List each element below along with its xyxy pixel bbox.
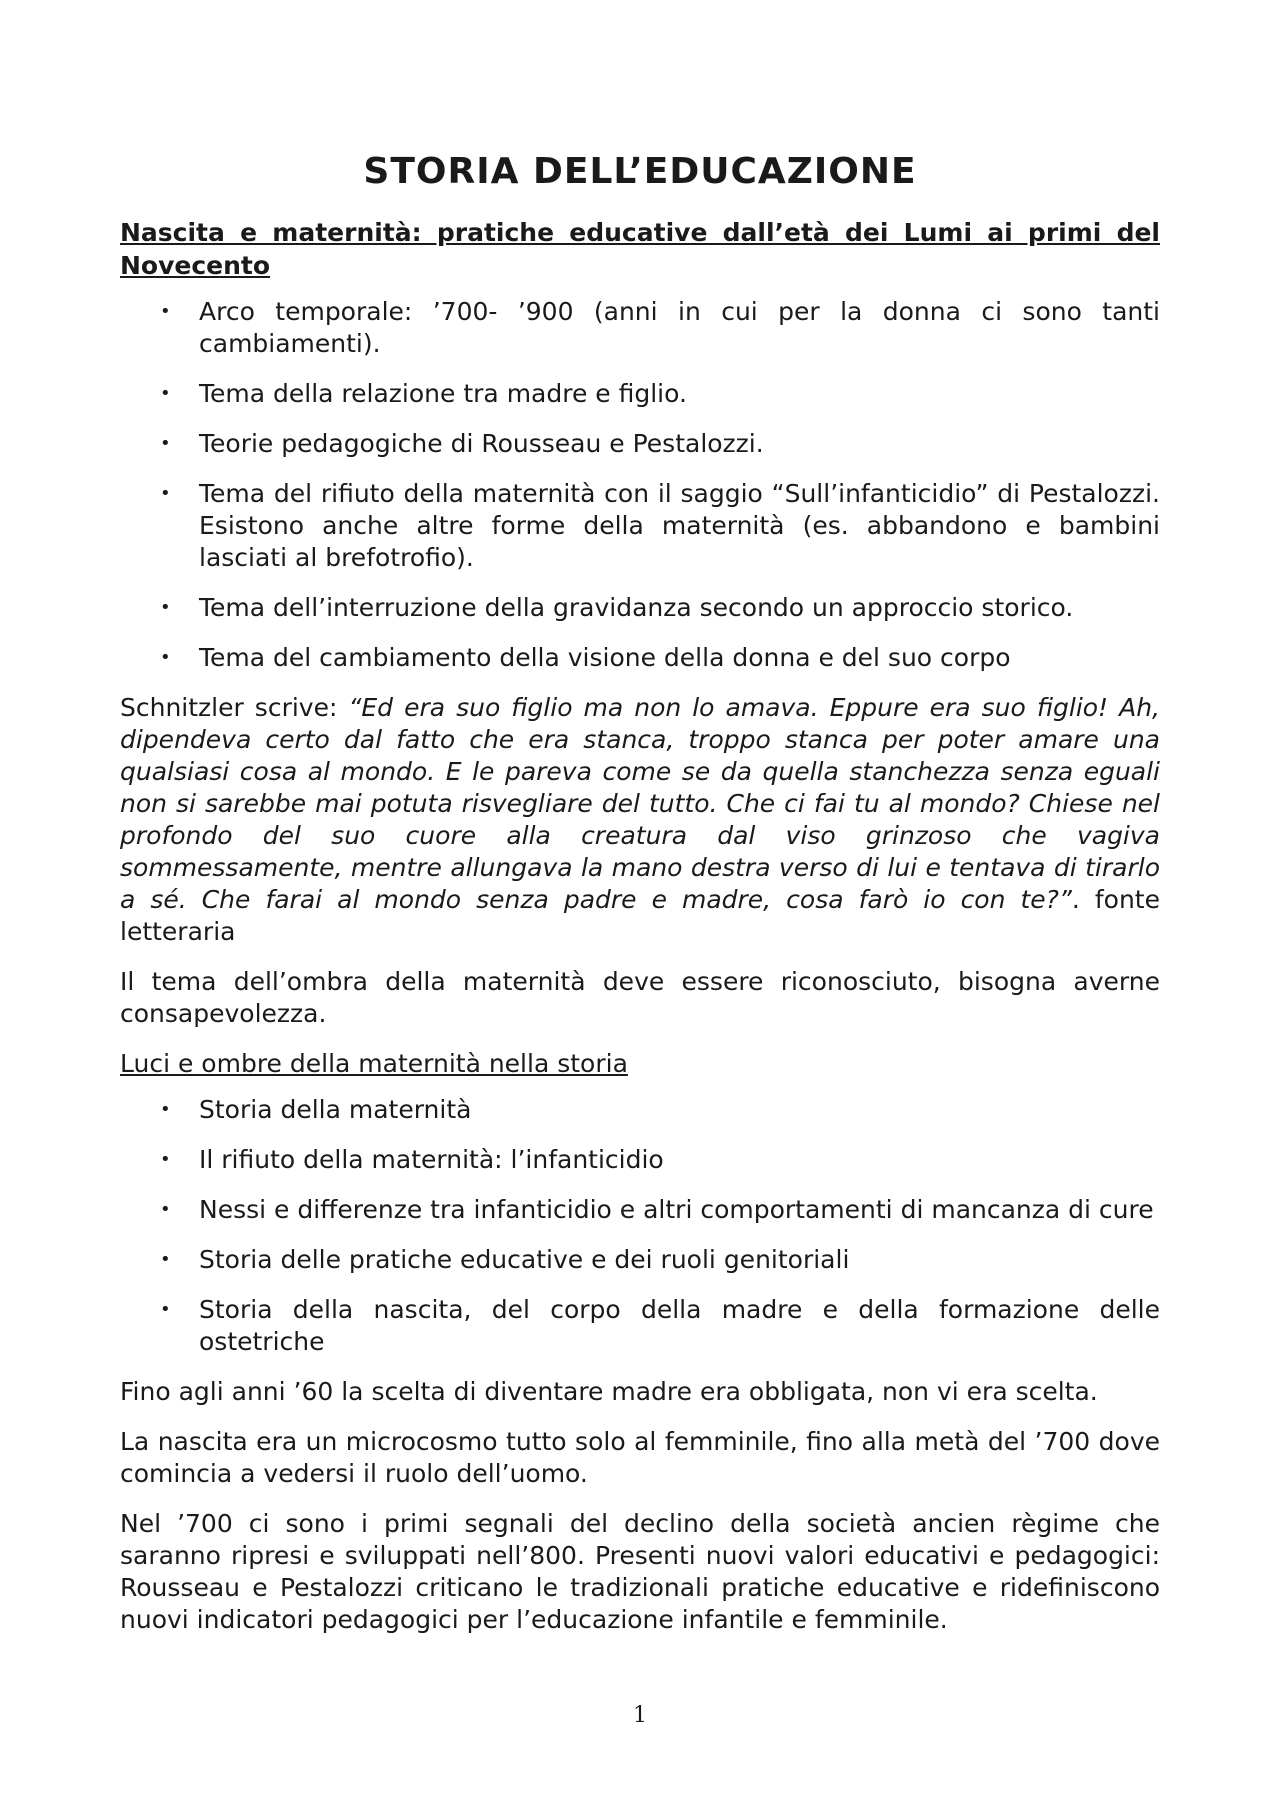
bullet-icon: • (160, 647, 171, 668)
bullet-icon: • (160, 1149, 171, 1170)
section-heading: Luci e ombre della maternità nella storia (120, 1049, 628, 1078)
list-item: • Tema dell’interruzione della gravidanza secondo un approccio storico. (160, 593, 1074, 622)
history-topics-list (120, 1094, 1160, 1358)
list-item: • Storia delle pratiche educative e dei ruoli genitoriali (160, 1245, 850, 1274)
schnitzler-quote-paragraph (120, 692, 1160, 948)
bullet-icon: • (160, 1199, 171, 1220)
document-subtitle: Nascita e maternità: pratiche educative dall’età dei Lumi ai primi del Novecento (120, 218, 1160, 280)
document-title: STORIA DELL’EDUCAZIONE (363, 151, 917, 192)
list-item: • Il rifiuto della maternità: l’infanticidio (160, 1145, 664, 1174)
quote-source: . fonte letteraria (120, 885, 1160, 946)
list-item: • Tema del cambiamento della visione della donna e del suo corpo (160, 643, 1011, 672)
list-item: • Teorie pedagogiche di Rousseau e Pestalozzi. (160, 429, 764, 458)
list-item: • Tema della relazione tra madre e figlio. (160, 379, 687, 408)
bullet-icon: • (160, 483, 171, 504)
page-number: 1 (633, 1703, 647, 1728)
bullet-icon: • (160, 1099, 171, 1120)
list-item: • Arco temporale: ’700- ’900 (anni in cui per la donna ci sono tanti cambiamenti). (160, 297, 1160, 358)
bullet-icon: • (160, 1249, 171, 1270)
list-item: • Storia della maternità (160, 1095, 472, 1124)
list-item: • Nessi e differenze tra infanticidio e altri comportamenti di mancanza di cure (160, 1195, 1154, 1224)
topics-list (120, 296, 1160, 674)
bullet-icon: • (160, 433, 171, 454)
quote-intro: Schnitzler scrive: (120, 693, 349, 722)
list-item: • Storia della nascita, del corpo della madre e della formazione delle ostetriche (160, 1295, 1160, 1356)
paragraph-sixties: Fino agli anni ’60 la scelta di diventare madre era obbligata, non vi era scelta. (120, 1377, 1098, 1406)
paragraph-eighteenth-century: Nel ’700 ci sono i primi segnali del declino della società ancien règime che saranno ripresi e sviluppati nell’800. Presenti nuovi valori educativi e pedagogici: Rousseau e Pestalozzi criticano le tradizionali pratiche educative e ridefiniscono nuovi indicatori pedagogici per l’educazione infantile e femminile. (120, 1509, 1160, 1634)
document-page (120, 150, 1160, 1654)
quote-text: “Ed era suo figlio ma non lo amava. Eppure era suo figlio! Ah, dipendeva certo dal fatto che era stanca, troppo stanca per poter amare una qualsiasi cosa al mondo. E le pareva come se da quella stanchezza senza eguali non si sarebbe mai potuta risvegliare del tutto. Che ci fai tu al mondo? Chiese nel profondo del suo cuore alla creatura dal viso grinzoso che vagiva sommessamente, mentre allungava la mano destra verso di lui e tentava di tirarlo a sé. Che farai al mondo senza padre e madre, cosa farò io con te?” (120, 693, 1161, 914)
paragraph-birth: La nascita era un microcosmo tutto solo al femminile, fino alla metà del ’700 dove comincia a vedersi il ruolo dell’uomo. (120, 1427, 1160, 1488)
shadow-paragraph: Il tema dell’ombra della maternità deve essere riconosciuto, bisogna averne consapevolezza. (120, 967, 1160, 1028)
bullet-icon: • (160, 301, 171, 322)
bullet-icon: • (160, 1299, 171, 1320)
bullet-icon: • (160, 597, 171, 618)
bullet-icon: • (160, 383, 171, 404)
list-item: • Tema del rifiuto della maternità con il saggio “Sull’infanticidio” di Pestalozzi. Esistono anche altre forme della maternità (es. abbandono e bambini lasciati al brefotrofio). (160, 479, 1160, 572)
